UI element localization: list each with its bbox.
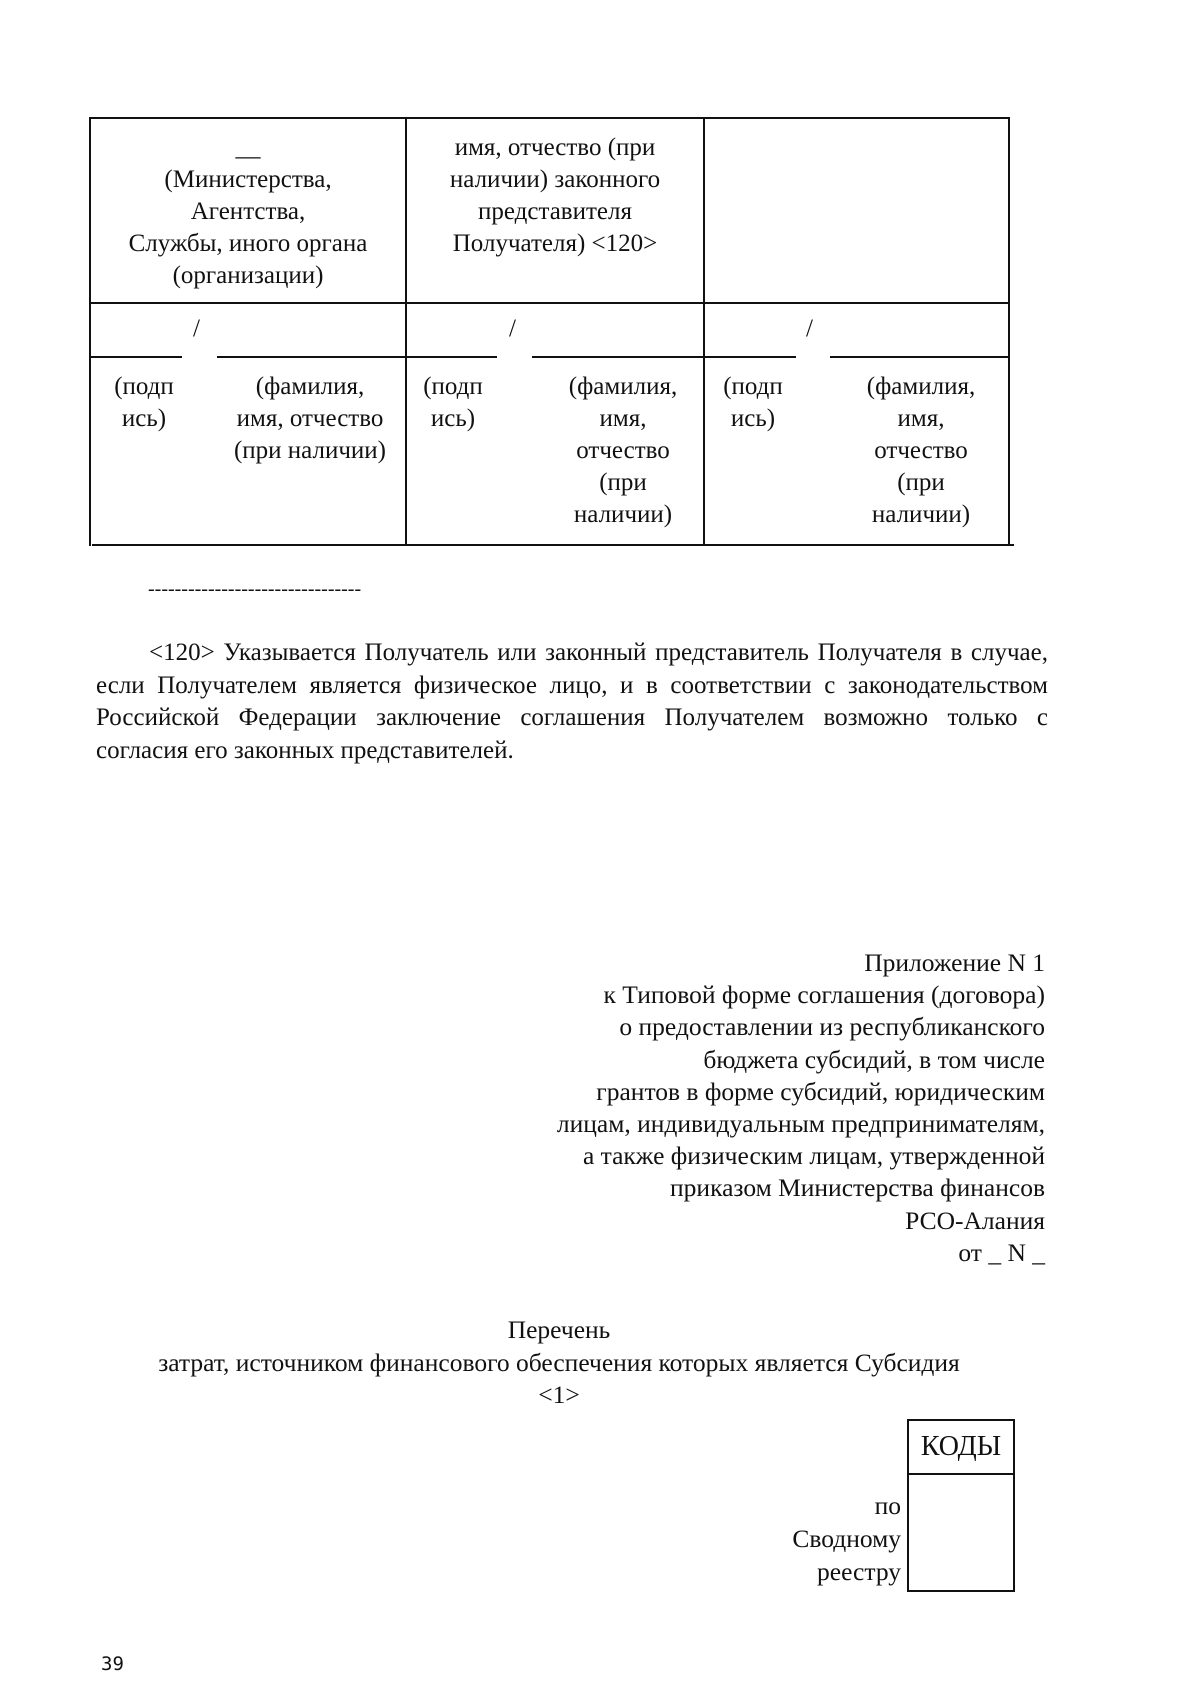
signature-line [705,356,796,358]
table-border-right [1008,117,1010,546]
signature-line [91,356,182,358]
appendix-header: Приложение N 1 к Типовой форме соглашения (договора) о предоставлении из республиканского бюджета субсидий, в том числе грантов в форме субсидий, юридическим лицам, индивидуальным предпринимателям, а также физическим лицам, утвержденной приказом Министерства финансов РСО-Алания от _ N _ [556,948,1045,1267]
registry-code-value [909,1475,1013,1590]
slash-separator: / [193,315,200,342]
footnote-text: <120> Указывается Получатель или законный представитель Получателя в случае, если Получателем является физическое лицо, и в соответствии с законодательством Российской Федерации заключение соглашения Получателем возможно только с согласия его законных представителей. [96,639,1048,764]
list-title [0,1314,1118,1412]
table-border-bottom [92,544,1014,546]
codes-header: КОДЫ [909,1421,1013,1475]
cell-ministry: __ (Министерства, Агентства, Службы, иного органа (организации) [128,134,368,289]
table-border-left [89,117,91,546]
registry-label: по Сводному реестру [792,1491,901,1586]
codes-box [907,1419,1015,1592]
footnote-block [96,637,1048,767]
name-line [217,356,405,358]
table-row-divider-1 [89,302,1010,304]
name-line [830,356,1010,358]
name-caption: (фамилия, имя, отчество (при наличии) [866,373,976,528]
signature-caption: (подп ись) [114,373,174,432]
list-title-line-1: Перечень [507,1315,611,1344]
signature-line [407,356,497,358]
name-line [532,356,703,358]
footnote-separator: -------------------------------- [148,578,362,600]
slash-separator: / [509,315,516,342]
list-title-footnote-ref: <1> [538,1380,580,1409]
table-col-divider-2 [703,117,705,546]
name-caption: (фамилия, имя, отчество (при наличии) [568,373,678,528]
table-border-top [89,117,1010,119]
slash-separator: / [806,315,813,342]
signature-caption: (подп ись) [723,373,783,432]
page-number: 39 [101,1653,124,1675]
signature-caption: (подп ись) [423,373,483,432]
cell-representative: имя, отчество (при наличии) законного представителя Получателя) <120> [449,134,661,257]
list-title-line-2: затрат, источником финансового обеспечения которых является Субсидия [158,1347,960,1377]
name-caption: (фамилия, имя, отчество (при наличии) [233,373,387,464]
